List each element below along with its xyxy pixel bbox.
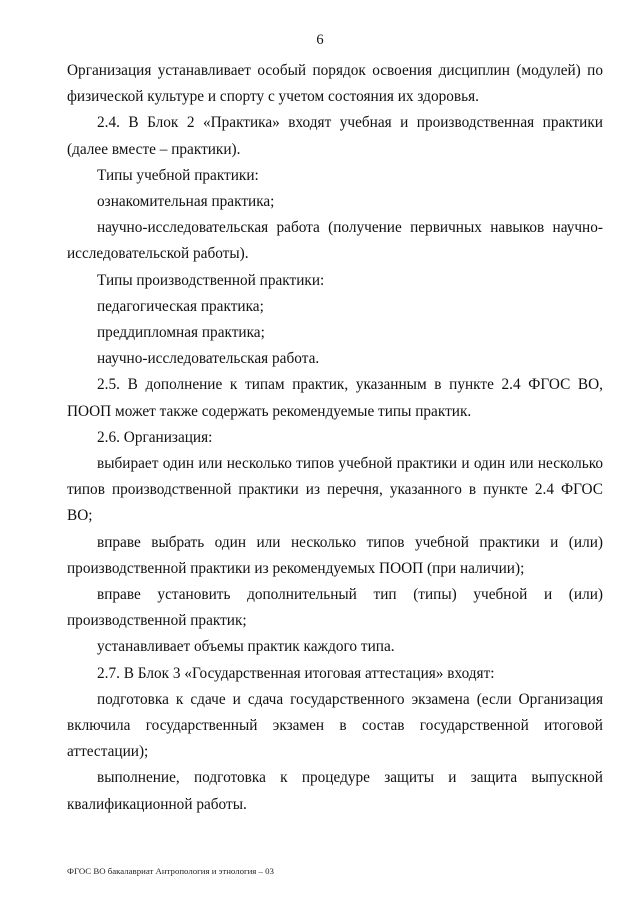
paragraph: ознакомительная практика; (97, 193, 275, 211)
paragraph: научно-исследовательская работа (получение первичных навыков научно-исследовательской работы). (67, 219, 603, 263)
page-number: 6 (316, 32, 324, 48)
paragraph: подготовка к сдаче и сдача государственного экзамена (если Организация включила государственный экзамен в состав государственной итоговой аттестации); (67, 690, 603, 761)
paragraph: устанавливает объемы практик каждого типа. (97, 638, 395, 656)
paragraph: 2.7. В Блок 3 «Государственная итоговая аттестация» входят: (97, 664, 495, 682)
paragraph: Типы производственной практики: (97, 271, 325, 289)
paragraph: педагогическая практика; (97, 297, 264, 315)
paragraph: 2.4. В Блок 2 «Практика» входят учебная и производственная практики (далее вместе – практики). (67, 114, 603, 158)
paragraph: преддипломная практика; (97, 324, 265, 342)
paragraph: Типы учебной практики: (97, 166, 259, 184)
footer-note: ФГОС ВО бакалавриат Антропология и этнология – 03 (67, 866, 274, 876)
document-body (67, 58, 603, 818)
paragraph: Организация устанавливает особый порядок освоения дисциплин (модулей) по физической культуре и спорту с учетом состояния их здоровья. (67, 62, 603, 106)
paragraph: научно-исследовательская работа. (97, 350, 320, 368)
paragraph: выполнение, подготовка к процедуре защиты и защита выпускной квалификационной работы. (67, 769, 603, 813)
paragraph: вправе выбрать один или несколько типов учебной практики и (или) производственной практики из рекомендуемых ПООП (при наличии); (67, 533, 603, 577)
paragraph: вправе установить дополнительный тип (типы) учебной и (или) производственной практик; (67, 586, 603, 630)
paragraph: выбирает один или несколько типов учебной практики и один или несколько типов производственной практики из перечня, указанного в пункте 2.4 ФГОС ВО; (67, 455, 603, 525)
paragraph: 2.5. В дополнение к типам практик, указанным в пункте 2.4 ФГОС ВО, ПООП может также содержать рекомендуемые типы практик. (67, 376, 603, 420)
paragraph: 2.6. Организация: (97, 428, 213, 446)
